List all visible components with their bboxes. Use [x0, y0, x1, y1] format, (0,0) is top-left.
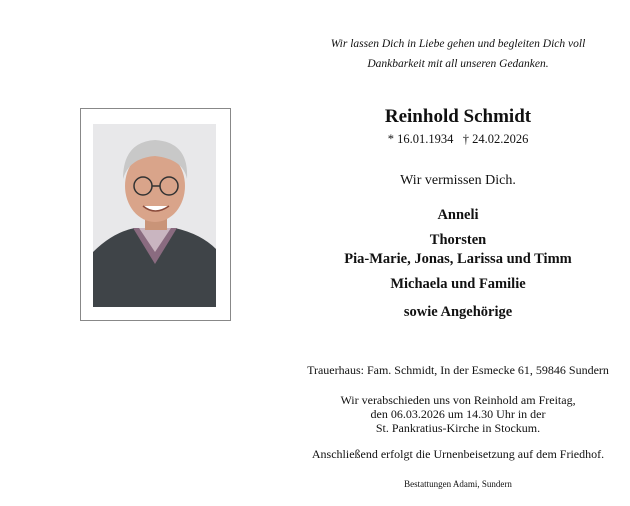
portrait-photo — [93, 124, 216, 307]
quote-line-1: Wir lassen Dich in Liebe gehen und begleiten Dich voll — [330, 38, 586, 50]
undertaker: Bestattungen Adami, Sundern — [404, 479, 512, 489]
quote-line-2: Dankbarkeit mit all unseren Gedanken. — [367, 58, 549, 70]
portrait-frame — [80, 108, 231, 321]
miss-line: Wir vermissen Dich. — [400, 173, 516, 188]
farewell-line-3: St. Pankratius-Kirche in Stockum. — [375, 421, 541, 435]
burial-line: Anschließend erfolgt die Urnenbeisetzung auf dem Friedhof. — [311, 447, 605, 461]
deceased-name: Reinhold Schmidt — [384, 106, 532, 127]
farewell-line-2: den 06.03.2026 um 14.30 Uhr in der — [370, 407, 546, 421]
family-grandchildren: Pia-Marie, Jonas, Larissa und Timm — [344, 251, 572, 267]
trauerhaus: Trauerhaus: Fam. Schmidt, In der Esmecke 61, 59846 Sundern — [307, 363, 609, 377]
family-thorsten: Thorsten — [429, 232, 487, 248]
family-relatives: sowie Angehörige — [403, 304, 513, 320]
family-michaela: Michaela und Familie — [390, 276, 526, 292]
family-anneli: Anneli — [437, 207, 479, 223]
life-dates: * 16.01.1934 † 24.02.2026 — [387, 132, 529, 146]
farewell-line-1: Wir verabschieden uns von Reinhold am Freitag, — [340, 393, 576, 407]
